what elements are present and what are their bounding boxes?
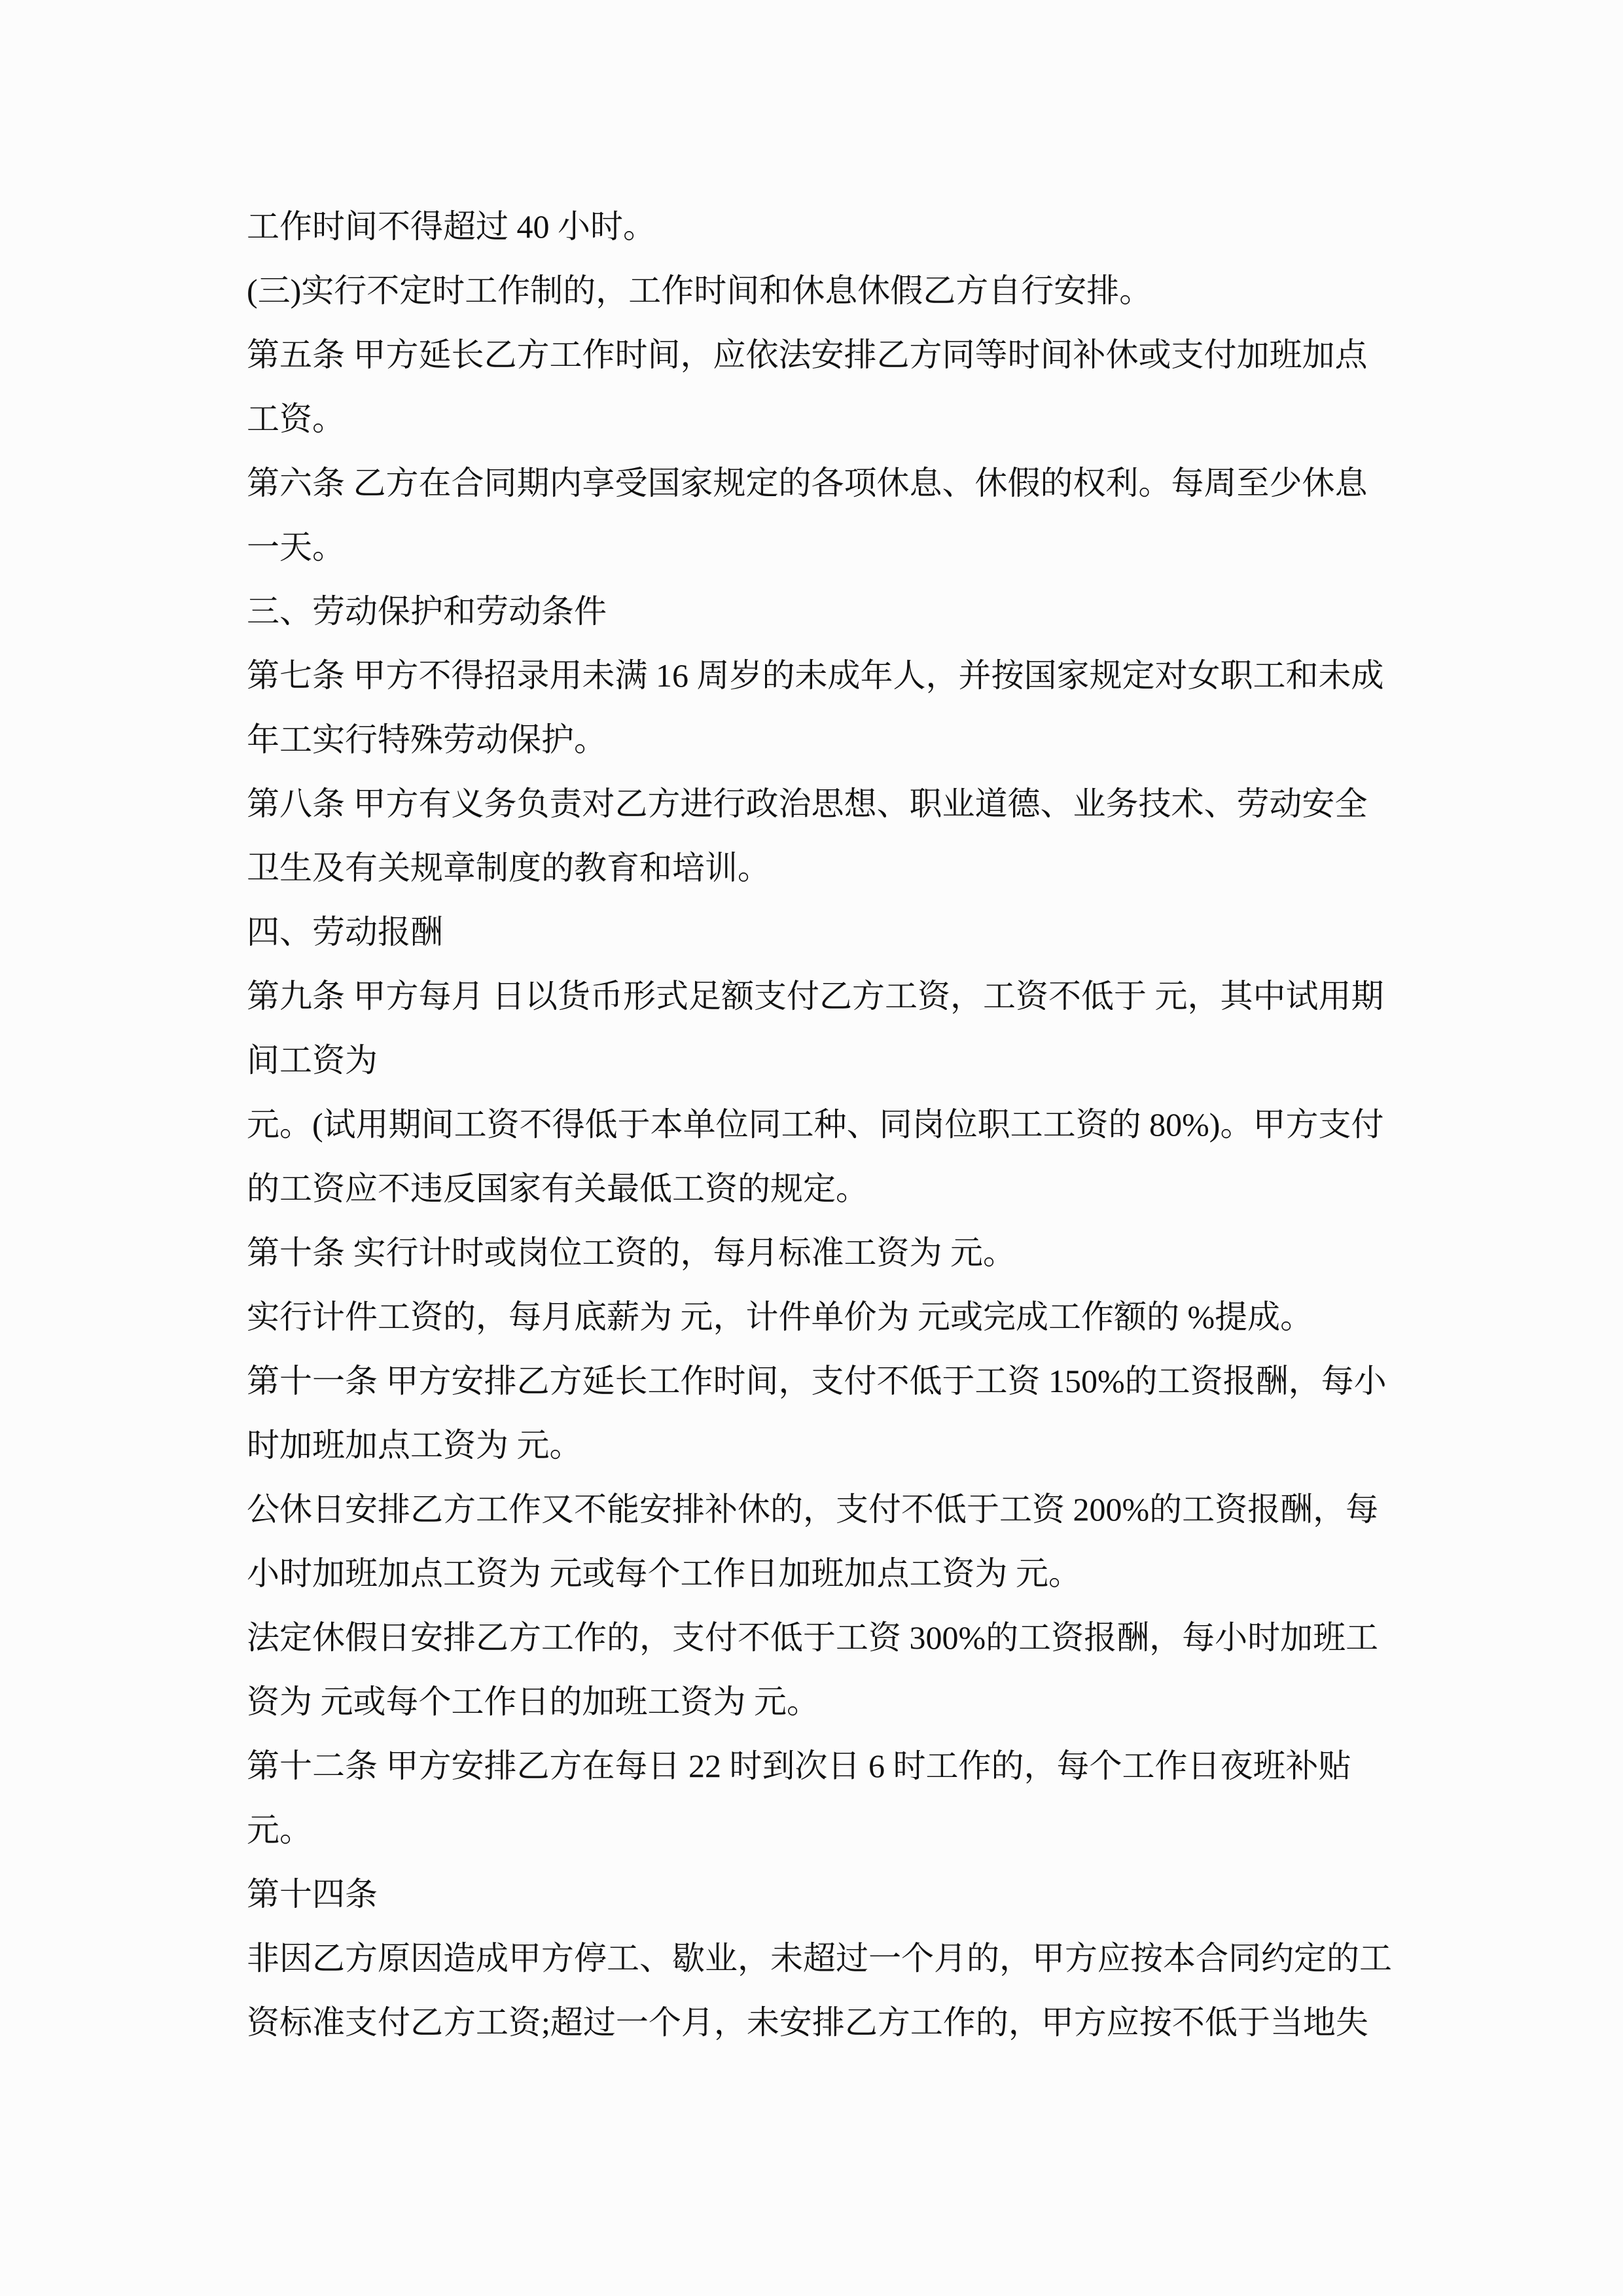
text-line: 第八条 甲方有义务负责对乙方进行政治思想、职业道德、业务技术、劳动安全 xyxy=(247,785,1368,822)
text-line: 元。 xyxy=(247,1812,312,1848)
text-line: 非因乙方原因造成甲方停工、歇业，未超过一个月的，甲方应按本合同约定的工 xyxy=(247,1940,1392,1977)
text-line: 第十一条 甲方安排乙方延长工作时间，支付不低于工资 150%的工资报酬，每小 xyxy=(247,1363,1387,1399)
text-line: 工作时间不得超过 40 小时。 xyxy=(247,208,656,245)
document-text-block xyxy=(247,194,1392,2054)
text-line: 三、劳动保护和劳动条件 xyxy=(247,593,607,630)
text-line: 第十四条 xyxy=(247,1876,378,1912)
text-line: 第九条 甲方每月 日以货币形式足额支付乙方工资，工资不低于 元，其中试用期 xyxy=(247,978,1384,1014)
text-line: 四、劳动报酬 xyxy=(247,914,443,950)
text-line: 一天。 xyxy=(247,529,345,565)
text-line: 工资。 xyxy=(247,401,345,437)
text-line: 公休日安排乙方工作又不能安排补休的，支付不低于工资 200%的工资报酬，每 xyxy=(247,1491,1379,1528)
text-line: 小时加班加点工资为 元或每个工作日加班加点工资为 元。 xyxy=(247,1555,1081,1592)
text-line: 资为 元或每个工作日的加班工资为 元。 xyxy=(247,1683,819,1720)
text-line: 实行计件工资的，每月底薪为 元，计件单价为 元或完成工作额的 %提成。 xyxy=(247,1299,1313,1335)
text-line: 间工资为 xyxy=(247,1042,378,1079)
text-line: 法定休假日安排乙方工作的，支付不低于工资 300%的工资报酬，每小时加班工 xyxy=(247,1619,1379,1656)
text-line: 时加班加点工资为 元。 xyxy=(247,1427,582,1463)
text-line: 的工资应不违反国家有关最低工资的规定。 xyxy=(247,1170,868,1207)
text-line: 资标准支付乙方工资;超过一个月，未安排乙方工作的，甲方应按不低于当地失 xyxy=(247,2004,1368,2041)
text-line: 第七条 甲方不得招录用未满 16 周岁的未成年人，并按国家规定对女职工和未成 xyxy=(247,657,1384,694)
text-line: 卫生及有关规章制度的教育和培训。 xyxy=(247,850,770,886)
text-line: 第十二条 甲方安排乙方在每日 22 时到次日 6 时工作的，每个工作日夜班补贴 xyxy=(247,1748,1351,1784)
text-line: 第五条 甲方延长乙方工作时间，应依法安排乙方同等时间补休或支付加班加点 xyxy=(247,336,1368,373)
text-line: 年工实行特殊劳动保护。 xyxy=(247,721,607,758)
text-line: (三)实行不定时工作制的，工作时间和休息休假乙方自行安排。 xyxy=(247,272,1152,309)
text-line: 第十条 实行计时或岗位工资的，每月标准工资为 元。 xyxy=(247,1234,1016,1271)
text-line: 元。(试用期间工资不得低于本单位同工种、同岗位职工工资的 80%)。甲方支付 xyxy=(247,1106,1384,1143)
text-line: 第六条 乙方在合同期内享受国家规定的各项休息、休假的权利。每周至少休息 xyxy=(247,465,1368,501)
